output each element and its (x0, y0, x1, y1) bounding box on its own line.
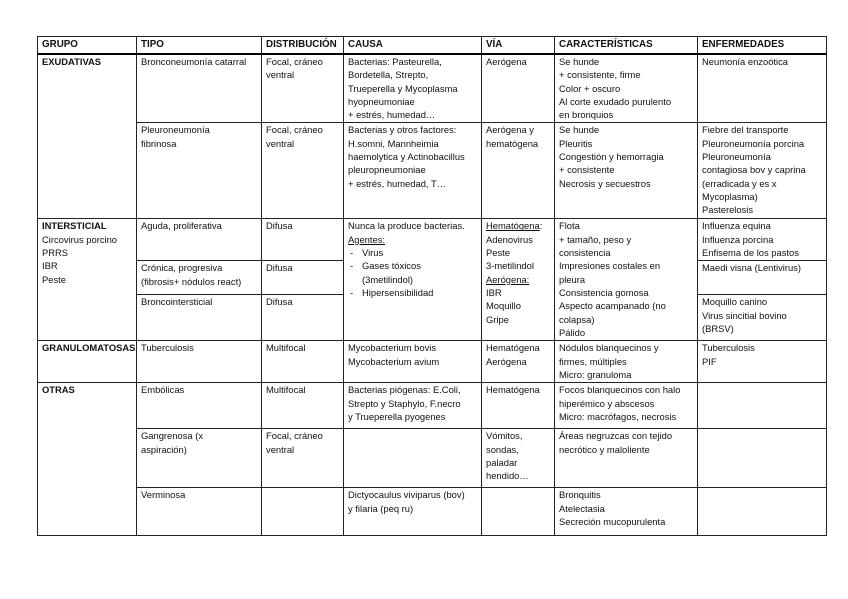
caracteristicas-cell: Bronquitis Atelectasia Secreción mucopurulenta (555, 488, 698, 536)
via-cell (482, 488, 555, 536)
group-cell-intersticial: INTERSTICIAL Circovirus porcino PRRS IBR Peste (38, 219, 137, 341)
group-cell-granulomatosas (38, 341, 137, 383)
group-name: INTERSTICIAL (42, 220, 107, 232)
enfermedades-cell (698, 429, 827, 488)
classification-table (37, 36, 827, 536)
enfermedades-cell: Influenza equina Influenza porcina Enfisema de los pastos (698, 219, 827, 261)
via-cell: Aerógena (482, 54, 555, 123)
caracteristicas-cell: Nódulos blanquecinos y firmes, múltiples Micro: granuloma (555, 341, 698, 383)
distribucion-cell: Difusa (262, 261, 344, 295)
enfermedades-cell: Neumonía enzoótica (698, 54, 827, 123)
table-row (38, 123, 827, 219)
causa-cell: Bacterias piógenas: E.Coli, Strepto y Staphylo, F.necro y Trueperella pyogenes (344, 383, 482, 429)
distribucion-cell: Focal, cráneo ventral (262, 123, 344, 219)
caracteristicas-cell: Flota + tamaño, peso y consistencia Impresiones costales en pleura Consistencia gomosa Aspecto acampanado (no colapsa) Pálido (555, 219, 698, 341)
causa-cell: Bacterias y otros factores: H.somni, Mannheimia haemolytica y Actinobacillus pleuropneumoniae + estrés, humedad, T… (344, 123, 482, 219)
via-cell: Hematógena: Adenovirus Peste 3-metilindol Aerógena: IBR Moquillo Gripe (482, 219, 555, 341)
causa-cell: Dictyocaulus viviparus (bov) y filaria (peq ru) (344, 488, 482, 536)
header-caracteristicas: CARACTERÍSTICAS (555, 37, 698, 55)
enfermedades-cell (698, 488, 827, 536)
caracteristicas-cell: Focos blanquecinos con halo hiperémico y abscesos Micro: macrófagos, necrosis (555, 383, 698, 429)
enfermedades-cell: Fiebre del transporte Pleuroneumonía porcina Pleuroneumonía contagiosa bov y caprina (erradicada y es x Mycoplasma) Pasterelosis (698, 123, 827, 219)
distribucion-cell: Multifocal (262, 383, 344, 429)
table-row (38, 488, 827, 536)
causa-cell (344, 429, 482, 488)
enfermedades-cell: Tuberculosis PIF (698, 341, 827, 383)
group-name: GRANULOMATOSAS (42, 342, 136, 354)
via-cell: Aerógena y hematógena (482, 123, 555, 219)
via-cell: Hematógena Aerógena (482, 341, 555, 383)
via-cell: Hematógena (482, 383, 555, 429)
tipo-cell: Tuberculosis (137, 341, 262, 383)
causa-cell: Nunca la produce bacterias. Agentes: - Virus - Gases tóxicos (3metilindol) - Hipersensibilidad (344, 219, 482, 341)
tipo-cell: Gangrenosa (x aspiración) (137, 429, 262, 488)
distribucion-cell: Focal, cráneo ventral (262, 54, 344, 123)
enfermedades-cell: Moquillo canino Virus sincitial bovino (BRSV) (698, 295, 827, 341)
header-grupo: GRUPO (38, 37, 137, 55)
enfermedades-cell (698, 383, 827, 429)
group-name: OTRAS (42, 384, 75, 396)
header-tipo: TIPO (137, 37, 262, 55)
caracteristicas-cell: Se hunde + consistente, firme Color + oscuro Al corte exudado purulento en bronquios (555, 54, 698, 123)
header-row (38, 37, 827, 55)
tipo-cell: Embólicas (137, 383, 262, 429)
header-distribucion: DISTRIBUCIÓN (262, 37, 344, 55)
header-enfermedades: ENFERMEDADES (698, 37, 827, 55)
tipo-cell: Verminosa (137, 488, 262, 536)
group-cell-exudativas (38, 54, 137, 219)
tipo-cell: Broncointersticial (137, 295, 262, 341)
table-row (38, 383, 827, 429)
distribucion-cell: Focal, cráneo ventral (262, 429, 344, 488)
distribucion-cell: Difusa (262, 219, 344, 261)
caracteristicas-cell: Áreas negruzcas con tejido necrótico y maloliente (555, 429, 698, 488)
causa-cell: Bacterias: Pasteurella, Bordetella, Strepto, Trueperella y Mycoplasma hyopneumoniae + estrés, humedad… (344, 54, 482, 123)
via-cell: Vómitos, sondas, paladar hendido… (482, 429, 555, 488)
tipo-cell: Pleuroneumonía fibrinosa (137, 123, 262, 219)
enfermedades-cell: Maedi visna (Lentivirus) (698, 261, 827, 295)
table-row (38, 341, 827, 383)
distribucion-cell: Multifocal (262, 341, 344, 383)
causa-cell: Mycobacterium bovis Mycobacterium avium (344, 341, 482, 383)
group-cell-otras (38, 383, 137, 536)
caracteristicas-cell: Se hunde Pleuritis Congestión y hemorragia + consistente Necrosis y secuestros (555, 123, 698, 219)
table-row (38, 219, 827, 261)
group-name: EXUDATIVAS (42, 56, 102, 67)
distribucion-cell: Difusa (262, 295, 344, 341)
tipo-cell: Bronconeumonía catarral (137, 54, 262, 123)
header-via: VÍA (482, 37, 555, 55)
tipo-cell: Aguda, proliferativa (137, 219, 262, 261)
table-row (38, 429, 827, 488)
distribucion-cell (262, 488, 344, 536)
table-row (38, 54, 827, 123)
header-causa: CAUSA (344, 37, 482, 55)
tipo-cell: Crónica, progresiva (fibrosis+ nódulos react) (137, 261, 262, 295)
